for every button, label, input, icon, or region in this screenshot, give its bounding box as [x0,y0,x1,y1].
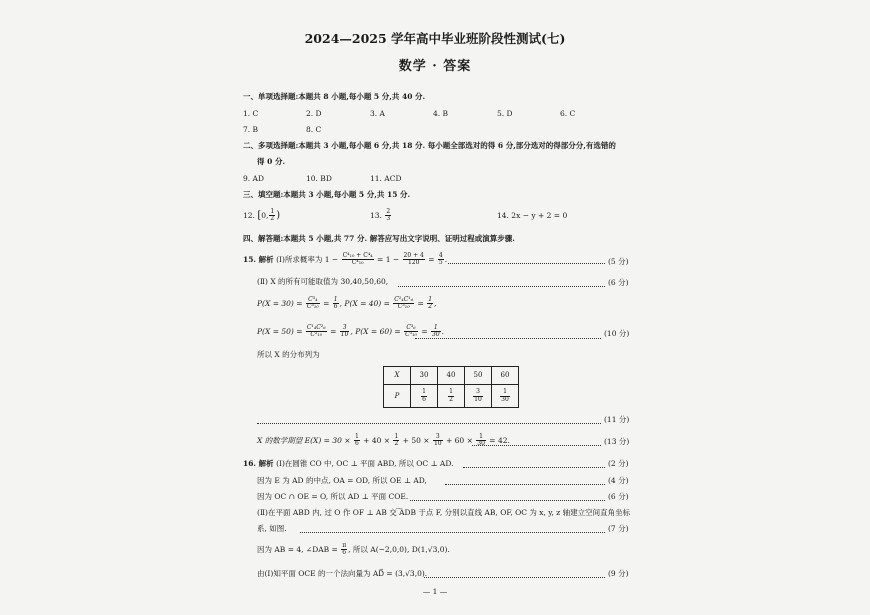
answer-2: 2. D [306,109,322,118]
table-cell: X [384,367,411,385]
answer-9: 9. AD [243,174,264,183]
answer-8: 8. C [306,125,322,134]
q15-score-13: (13 分) [604,437,630,446]
q16-line2: 因为 E 为 AD 的中点, OA = OD, 所以 OE ⊥ AD, [257,476,427,485]
section2-heading-cont: 得 0 分. [257,157,286,166]
table-row [384,367,519,385]
answer-4: 4. B [433,109,449,118]
dot-leader [410,500,605,501]
q16-score-2: (2 分) [608,459,629,468]
dot-leader [300,532,605,533]
q16-score-7: (7 分) [608,524,629,533]
q16-line7: 由(Ⅰ)知平面 OCE 的一个法向量为 AD⃗ = (3,√3,0). [257,569,428,578]
exam-subtitle: 数学 · 答案 [398,59,472,74]
section1-heading: 一、单项选择题:本题共 8 小题,每小题 5 分,共 40 分. [243,92,426,101]
q15-line5: 所以 X 的分布列为 [257,350,320,359]
q16-score-9: (9 分) [608,569,629,578]
dot-leader [415,338,601,339]
dot-leader [445,484,605,485]
q15-score-6: (6 分) [608,278,629,287]
table-row [384,385,519,408]
answer-12: 12. [0, $\frac{1}{2}$ ) [243,208,281,223]
q16-score-4: (4 分) [608,476,629,485]
table-cell: $\frac{3}{10}$ [465,385,492,408]
dot-leader [463,467,605,468]
q16-line3: 因为 OC ∩ OE = O, 所以 AD ⊥ 平面 COE. [257,492,409,501]
answer-5: 5. D [497,109,513,118]
q15-line3: P(X = 30) = $\frac{\text{C³₄}}{\text{C³₁₀}}$ = $\frac{1}{6}$ , P(X = 40) = $\frac{\text{C²₄C¹₆}}{\text{C³₁₀}}$ = $\frac{1}{2}$ , [257,296,437,311]
q15-score-11: (11 分) [604,415,630,424]
q15-line2: (Ⅱ) X 的所有可能取值为 30,40,50,60, [257,277,389,286]
q16-line1: 16. 解析 (Ⅰ)在圆锥 CO 中, OC ⊥ 平面 ABD, 所以 OC ⊥ AD. [243,459,454,468]
answer-10: 10. BD [306,174,332,183]
table-cell: 50 [465,367,492,385]
q15-score-5: (5 分) [608,257,629,266]
section2-heading: 二、多项选择题:本题共 3 小题,每小题 6 分,共 18 分. 每小题全部选对的得 6 分,部分选对的得部分分,有选错的 [243,141,616,150]
dot-leader [448,263,605,264]
answer-11: 11. ACD [370,174,402,183]
dot-leader [398,286,605,287]
q16-line5: 系, 如图. [257,524,287,533]
q15-line1: 15. 解析 (Ⅰ)所求概率为 1 − $\frac{\text{C⁴₁₀ + C⁴₄}}{\text{C⁴₁₀}}$ = 1 − $\frac{20 + 4}{120}$ = $\frac{4}{5}$ . [243,252,448,267]
table-cell: 30 [411,367,438,385]
q16-line4: (Ⅱ)在平面 ABD 内, 过 O 作 OF ⊥ AB 交 ͡ADB 于点 F, 分别以直线 AB, OF, OC 为 x, y, z 轴建立空间直角坐标 [257,508,631,517]
q15-line4: P(X = 50) = $\frac{\text{C¹₄C²₆}}{\text{C³₁₀}}$ = $\frac{3}{10}$ , P(X = 60) = $\frac{\text{C³₆}}{\text{C³₁₀}}$ = $\frac{1}{30}$ . [257,324,445,339]
dot-leader [424,577,605,578]
q15-score-10: (10 分) [604,329,630,338]
q16-score-6: (6 分) [608,492,629,501]
dot-leader [472,445,601,446]
answer-14: 14. 2x − y + 2 = 0 [497,211,568,220]
distribution-table [383,366,519,408]
table-cell: 60 [492,367,519,385]
table-cell: P [384,385,411,408]
section3-heading: 三、填空题:本题共 3 小题,每小题 5 分,共 15 分. [243,190,411,199]
table-cell: 40 [438,367,465,385]
answer-6: 6. C [560,109,576,118]
answer-3: 3. A [370,109,385,118]
table-cell: $\frac{1}{2}$ [438,385,465,408]
q15-line7: X 的数学期望 E(X) = 30 × $\frac{1}{6}$ + 40 × $\frac{1}{2}$ + 50 × $\frac{3}{10}$ + 60 × $\frac{1}{30}$ = 42. [257,433,510,448]
answer-13: 13. $\frac{2}{3}$ [370,208,391,223]
exam-title: 2024—2025 学年高中毕业班阶段性测试(七) [304,31,566,46]
page-number: — 1 — [422,587,448,596]
q16-line6: 因为 AB = 4, ∠DAB = $\frac{\pi}{6}$ , 所以 A(−2,0,0), D(1,√3,0). [257,542,450,557]
section4-heading: 四、解答题:本题共 5 小题,共 77 分. 解答应写出文字说明、证明过程或演算步骤. [243,234,515,243]
answer-7: 7. B [243,125,259,134]
table-cell: $\frac{1}{6}$ [411,385,438,408]
answer-1: 1. C [243,109,259,118]
dot-leader [257,423,601,424]
table-cell: $\frac{1}{30}$ [492,385,519,408]
